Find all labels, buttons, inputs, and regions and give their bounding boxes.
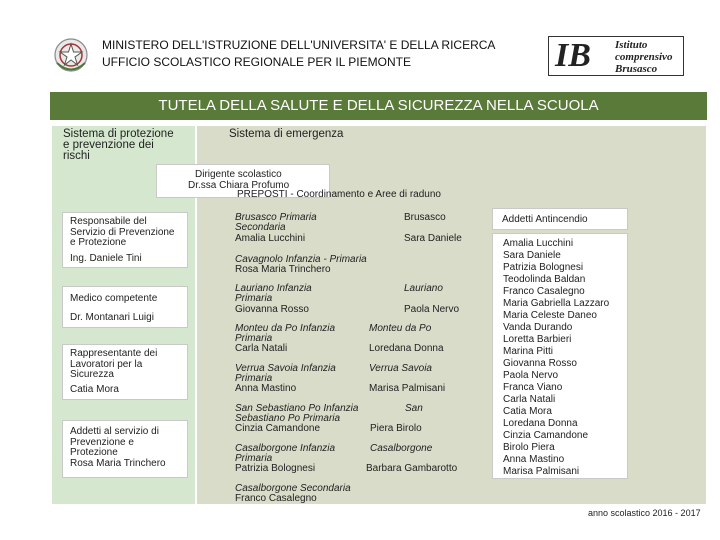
plesso-lauriano-line2: Primaria (235, 293, 273, 304)
antincendio-name: Amalia Lucchini (503, 238, 574, 249)
plesso-brusasco-preposto: Amalia Lucchini (235, 233, 306, 244)
area-lauriano: Lauriano (404, 283, 443, 294)
plesso-san-sebastiano-preposto: Cinzia Camandone (235, 423, 321, 434)
plesso-casalborgone-preposto: Patrizia Bolognesi (235, 463, 316, 474)
area-san: San (405, 403, 423, 414)
plesso-monteu-preposto: Carla Natali (235, 343, 288, 354)
area-brusasco-person: Sara Daniele (404, 233, 462, 244)
antincendio-name: Sara Daniele (503, 250, 561, 261)
republic-emblem-icon (52, 36, 90, 74)
school-logo-line1: Istituto (615, 39, 648, 51)
antincendio-name: Cinzia Camandone (503, 430, 589, 441)
preposti-heading: PREPOSTI - Coordinamento e Aree di raduno (237, 189, 441, 200)
plesso-verrua-line1: Verrua Savoia Infanzia (235, 363, 336, 374)
right-panel-title: Sistema di emergenza (229, 128, 344, 140)
plesso-casalborgone-sec-preposto: Franco Casalegno (235, 493, 317, 504)
plesso-casalborgone-sec-line1: Casalborgone Secondaria (235, 483, 351, 494)
antincendio-name: Marisa Palmisani (503, 466, 580, 477)
school-year-footer: anno scolastico 2016 - 2017 (588, 508, 701, 518)
plesso-monteu-line1: Monteu da Po Infanzia (235, 323, 336, 334)
area-monteu: Monteu da Po (369, 323, 432, 334)
antincendio-name: Carla Natali (503, 394, 556, 405)
dirigente-role: Dirigente scolastico (195, 169, 282, 180)
plesso-brusasco-line2: Secondaria (235, 222, 286, 233)
antincendio-name: Loredana Donna (503, 418, 578, 429)
addetti-prevenzione-box: Addetti al servizio di Prevenzione e Protezione Rosa Maria Trinchero (62, 420, 188, 478)
plesso-san-sebastiano-line2: Sebastiano Po Primaria (235, 413, 341, 424)
antincendio-name: Marina Pitti (503, 346, 554, 357)
antincendio-name: Vanda Durando (503, 322, 573, 333)
area-verrua-person: Marisa Palmisani (369, 383, 446, 394)
plesso-verrua-preposto: Anna Mastino (235, 383, 297, 394)
plesso-monteu-line2: Primaria (235, 333, 273, 344)
area-casalborgone-person: Barbara Gambarotto (366, 463, 458, 474)
plesso-casalborgone-line1: Casalborgone Infanzia (235, 443, 336, 454)
plesso-casalborgone-line2: Primaria (235, 453, 273, 464)
antincendio-name: Patrizia Bolognesi (503, 262, 584, 273)
plesso-lauriano-preposto: Giovanna Rosso (235, 304, 309, 315)
medico-box: Medico competente Dr. Montanari Luigi (62, 286, 188, 328)
school-logo-letters: IB (555, 37, 591, 74)
antincendio-name: Giovanna Rosso (503, 358, 577, 369)
plesso-cavagnolo-preposto: Rosa Maria Trinchero (235, 264, 331, 275)
school-logo-line2: comprensivo (615, 51, 673, 63)
plesso-verrua-line2: Primaria (235, 373, 273, 384)
area-verrua: Verrua Savoia (369, 363, 432, 374)
responsabile-box: Responsabile del Servizio di Prevenzione e Protezione Ing. Daniele Tini (62, 212, 188, 268)
area-monteu-person: Loredana Donna (369, 343, 444, 354)
dirigente-name: Dr.ssa Chiara Profumo (188, 180, 290, 191)
antincendio-name: Loretta Barbieri (503, 334, 572, 345)
plesso-lauriano-line1: Lauriano Infanzia (235, 283, 312, 294)
antincendio-name: Teodolinda Baldan (503, 274, 586, 285)
antincendio-name: Birolo Piera (503, 442, 555, 453)
plesso-brusasco-line1: Brusasco Primaria (235, 212, 317, 223)
antincendio-title: Addetti Antincendio (502, 214, 588, 225)
school-logo-line3: Brusasco (615, 63, 658, 75)
antincendio-name: Maria Celeste Daneo (503, 310, 597, 321)
rls-box: Rappresentante dei Lavoratori per la Sicurezza Catia Mora (62, 344, 188, 400)
school-logo (548, 36, 684, 76)
header-office-line: UFFICIO SCOLASTICO REGIONALE PER IL PIEMONTE (102, 55, 411, 69)
plesso-san-sebastiano-line1: San Sebastiano Po Infanzia (235, 403, 359, 414)
plesso-cavagnolo-line1: Cavagnolo Infanzia - Primaria (235, 254, 367, 265)
antincendio-name: Catia Mora (503, 406, 552, 417)
antincendio-name: Paola Nervo (503, 370, 559, 381)
area-casalborgone: Casalborgone (370, 443, 433, 454)
page-title-banner: TUTELA DELLA SALUTE E DELLA SICUREZZA NELLA SCUOLA (50, 92, 707, 120)
area-brusasco: Brusasco (404, 212, 446, 223)
antincendio-name: Franco Casalegno (503, 286, 585, 297)
antincendio-name: Anna Mastino (503, 454, 565, 465)
antincendio-name: Maria Gabriella Lazzaro (503, 298, 610, 309)
header-ministry-line: MINISTERO DELL'ISTRUZIONE DELL'UNIVERSITA' E DELLA RICERCA (102, 38, 496, 52)
antincendio-list-box (492, 233, 628, 479)
area-san-person: Piera Birolo (370, 423, 422, 434)
area-lauriano-person: Paola Nervo (404, 304, 460, 315)
left-panel-title: Sistema di protezione e prevenzione dei rischi (63, 128, 174, 162)
antincendio-name: Franca Viano (503, 382, 563, 393)
